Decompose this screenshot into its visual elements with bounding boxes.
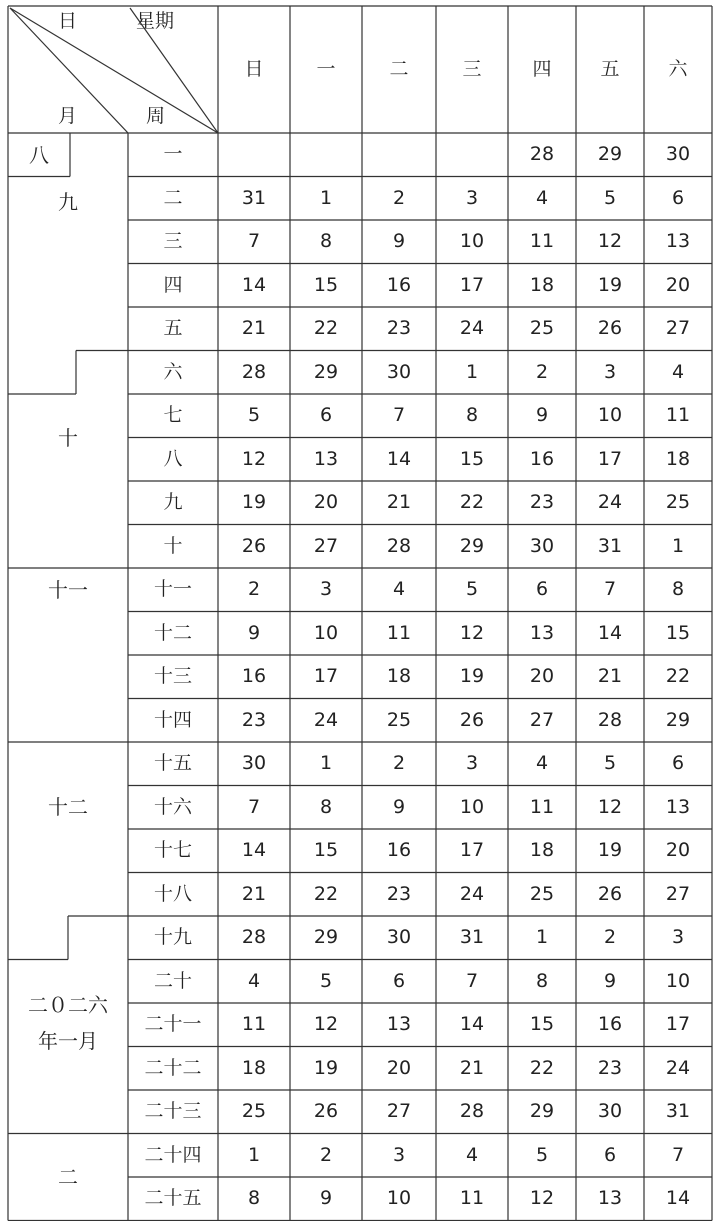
day-cell: 26 — [313, 1100, 339, 1123]
week-number: 六 — [163, 360, 183, 383]
day-cell: 16 — [386, 839, 412, 862]
weekday-header: 五 — [600, 58, 620, 80]
day-cell: 25 — [386, 708, 412, 731]
day-cell: 18 — [529, 839, 555, 862]
day-cell: 16 — [529, 447, 555, 470]
day-cell: 27 — [386, 1100, 412, 1123]
day-cell: 14 — [386, 447, 412, 470]
day-cell: 30 — [241, 752, 267, 775]
day-cell: 4 — [535, 186, 549, 209]
day-cell: 18 — [241, 1056, 267, 1079]
day-cell: 19 — [597, 839, 623, 862]
day-cell: 11 — [459, 1187, 485, 1210]
month-label: 二０二六 年一月 — [28, 993, 108, 1053]
day-cell: 25 — [529, 882, 555, 905]
day-cell: 3 — [392, 1143, 406, 1166]
day-cell: 15 — [459, 447, 485, 470]
day-cell: 4 — [671, 360, 685, 383]
day-cell: 21 — [241, 882, 267, 905]
day-cell: 20 — [665, 273, 691, 296]
day-cell — [436, 133, 508, 177]
day-cell — [362, 133, 436, 177]
day-cell: 14 — [241, 839, 267, 862]
day-cell: 9 — [319, 1187, 333, 1210]
day-cell: 16 — [386, 273, 412, 296]
day-cell: 17 — [665, 1013, 691, 1036]
day-cell: 1 — [671, 534, 685, 557]
day-cell: 12 — [597, 230, 623, 253]
day-cell: 25 — [241, 1100, 267, 1123]
day-cell: 4 — [247, 969, 261, 992]
day-cell: 26 — [597, 882, 623, 905]
day-cell: 3 — [465, 752, 479, 775]
day-cell: 10 — [665, 969, 691, 992]
day-cell: 28 — [459, 1100, 485, 1123]
day-cell: 11 — [529, 230, 555, 253]
weekday-header: 三 — [462, 58, 482, 80]
day-cell: 2 — [392, 186, 406, 209]
day-cell: 21 — [386, 491, 412, 514]
day-cell: 9 — [392, 230, 406, 253]
day-cell: 29 — [313, 926, 339, 949]
day-cell: 7 — [392, 404, 406, 427]
day-cell: 8 — [535, 969, 549, 992]
week-number: 十九 — [153, 926, 192, 949]
week-number: 五 — [163, 317, 183, 340]
week-number: 十 — [163, 534, 183, 557]
day-cell: 11 — [386, 621, 412, 644]
day-cell: 27 — [665, 882, 691, 905]
day-cell: 21 — [241, 317, 267, 340]
day-cell: 9 — [247, 621, 261, 644]
day-cell: 3 — [319, 578, 333, 601]
day-cell: 8 — [671, 578, 685, 601]
week-number: 一 — [163, 143, 183, 166]
day-cell: 13 — [665, 230, 691, 253]
day-cell: 4 — [465, 1143, 479, 1166]
month-label: 二 — [58, 1165, 78, 1189]
weekday-header: 二 — [389, 58, 409, 80]
day-cell: 10 — [313, 621, 339, 644]
day-cell: 19 — [313, 1056, 339, 1079]
day-cell: 2 — [392, 752, 406, 775]
day-cell: 5 — [603, 186, 617, 209]
day-cell: 3 — [603, 360, 617, 383]
day-cell: 13 — [665, 795, 691, 818]
day-cell: 5 — [535, 1143, 549, 1166]
day-cell: 26 — [597, 317, 623, 340]
day-cell: 21 — [459, 1056, 485, 1079]
day-cell: 20 — [313, 491, 339, 514]
day-cell: 22 — [665, 665, 691, 688]
day-cell: 6 — [319, 404, 333, 427]
week-number: 十四 — [153, 708, 192, 731]
day-cell: 11 — [529, 795, 555, 818]
day-cell: 28 — [529, 143, 555, 166]
day-cell: 25 — [529, 317, 555, 340]
day-cell: 15 — [529, 1013, 555, 1036]
day-cell: 30 — [529, 534, 555, 557]
day-cell: 5 — [603, 752, 617, 775]
day-cell: 12 — [529, 1187, 555, 1210]
day-cell: 1 — [465, 360, 479, 383]
day-cell: 4 — [392, 578, 406, 601]
day-cell: 22 — [459, 491, 485, 514]
week-number: 二十一 — [144, 1013, 202, 1036]
day-cell: 21 — [597, 665, 623, 688]
month-label: 十 — [58, 425, 78, 450]
month-label: 十一 — [48, 577, 88, 602]
day-cell: 5 — [247, 404, 261, 427]
day-cell: 31 — [597, 534, 623, 557]
day-cell: 27 — [313, 534, 339, 557]
day-cell: 13 — [313, 447, 339, 470]
weekday-header: 六 — [668, 58, 688, 80]
day-cell: 7 — [465, 969, 479, 992]
day-cell: 16 — [597, 1013, 623, 1036]
week-number: 九 — [163, 491, 183, 514]
day-cell: 12 — [597, 795, 623, 818]
day-cell: 12 — [313, 1013, 339, 1036]
day-cell: 23 — [529, 491, 555, 514]
day-cell: 10 — [597, 404, 623, 427]
day-cell: 6 — [671, 186, 685, 209]
week-number: 十六 — [153, 795, 192, 818]
day-cell: 11 — [241, 1013, 267, 1036]
day-cell: 8 — [247, 1187, 261, 1210]
day-cell: 19 — [459, 665, 485, 688]
day-cell: 6 — [671, 752, 685, 775]
corner-label-month: 月 — [58, 105, 78, 127]
day-cell: 19 — [597, 273, 623, 296]
day-cell: 7 — [671, 1143, 685, 1166]
day-cell: 11 — [665, 404, 691, 427]
week-number: 二十 — [153, 969, 192, 992]
day-cell: 2 — [319, 1143, 333, 1166]
day-cell: 15 — [313, 839, 339, 862]
week-number: 十二 — [153, 621, 192, 644]
day-cell: 28 — [241, 360, 267, 383]
day-cell: 30 — [597, 1100, 623, 1123]
day-cell: 5 — [465, 578, 479, 601]
week-number: 二十四 — [144, 1143, 202, 1166]
day-cell: 18 — [386, 665, 412, 688]
day-cell: 13 — [597, 1187, 623, 1210]
month-label: 九 — [58, 189, 78, 214]
day-cell: 17 — [313, 665, 339, 688]
day-cell: 17 — [459, 273, 485, 296]
day-cell: 30 — [665, 143, 691, 166]
day-cell: 24 — [313, 708, 339, 731]
day-cell: 22 — [313, 882, 339, 905]
day-cell: 28 — [597, 708, 623, 731]
day-cell: 23 — [241, 708, 267, 731]
day-cell: 20 — [665, 839, 691, 862]
day-cell: 29 — [313, 360, 339, 383]
day-cell: 28 — [241, 926, 267, 949]
corner-label-day: 日 — [58, 10, 78, 32]
day-cell: 8 — [319, 230, 333, 253]
day-cell: 4 — [535, 752, 549, 775]
day-cell: 6 — [603, 1143, 617, 1166]
day-cell: 27 — [529, 708, 555, 731]
day-cell: 10 — [459, 230, 485, 253]
day-cell: 7 — [247, 795, 261, 818]
day-cell: 23 — [597, 1056, 623, 1079]
day-cell: 17 — [459, 839, 485, 862]
day-cell: 22 — [313, 317, 339, 340]
week-number: 四 — [163, 273, 183, 296]
day-cell — [290, 133, 362, 177]
day-cell: 12 — [241, 447, 267, 470]
week-number: 七 — [163, 404, 183, 427]
day-cell: 23 — [386, 317, 412, 340]
week-number: 八 — [163, 447, 183, 470]
day-cell: 20 — [529, 665, 555, 688]
day-cell: 29 — [529, 1100, 555, 1123]
day-cell: 10 — [459, 795, 485, 818]
day-cell: 14 — [665, 1187, 691, 1210]
day-cell: 19 — [241, 491, 267, 514]
day-cell: 25 — [665, 491, 691, 514]
day-cell: 14 — [241, 273, 267, 296]
day-cell: 16 — [241, 665, 267, 688]
day-cell: 26 — [241, 534, 267, 557]
day-cell: 24 — [665, 1056, 691, 1079]
corner-label-weekday: 星期 — [136, 10, 175, 32]
week-number: 十七 — [153, 839, 192, 862]
day-cell: 1 — [319, 752, 333, 775]
weekday-header: 四 — [532, 58, 552, 80]
day-cell: 3 — [671, 926, 685, 949]
day-cell: 9 — [535, 404, 549, 427]
day-cell: 31 — [459, 926, 485, 949]
day-cell: 30 — [386, 360, 412, 383]
day-cell: 1 — [319, 186, 333, 209]
week-number: 二十二 — [144, 1056, 202, 1079]
week-number: 十一 — [153, 578, 192, 601]
day-cell: 3 — [465, 186, 479, 209]
day-cell: 1 — [247, 1143, 261, 1166]
day-cell: 10 — [386, 1187, 412, 1210]
day-cell: 18 — [665, 447, 691, 470]
day-cell: 2 — [247, 578, 261, 601]
day-cell: 13 — [529, 621, 555, 644]
day-cell: 29 — [597, 143, 623, 166]
weekday-header: 一 — [316, 58, 336, 80]
day-cell — [218, 133, 290, 177]
day-cell: 7 — [603, 578, 617, 601]
day-cell: 8 — [319, 795, 333, 818]
month-label: 八 — [29, 142, 49, 167]
day-cell: 24 — [459, 882, 485, 905]
day-cell: 15 — [665, 621, 691, 644]
day-cell: 5 — [319, 969, 333, 992]
week-number: 三 — [163, 230, 183, 253]
week-number: 二十五 — [144, 1187, 202, 1210]
day-cell: 8 — [465, 404, 479, 427]
day-cell: 15 — [313, 273, 339, 296]
day-cell: 29 — [665, 708, 691, 731]
day-cell: 24 — [597, 491, 623, 514]
day-cell: 30 — [386, 926, 412, 949]
day-cell: 17 — [597, 447, 623, 470]
week-number: 十五 — [153, 752, 192, 775]
day-cell: 24 — [459, 317, 485, 340]
day-cell: 22 — [529, 1056, 555, 1079]
day-cell: 6 — [535, 578, 549, 601]
day-cell: 27 — [665, 317, 691, 340]
corner-label-week: 周 — [146, 105, 166, 127]
day-cell: 2 — [535, 360, 549, 383]
weekday-header: 日 — [244, 58, 264, 80]
day-cell: 23 — [386, 882, 412, 905]
day-cell: 13 — [386, 1013, 412, 1036]
day-cell: 31 — [665, 1100, 691, 1123]
day-cell: 18 — [529, 273, 555, 296]
day-cell: 20 — [386, 1056, 412, 1079]
week-number: 十八 — [153, 882, 192, 905]
month-label: 十二 — [48, 795, 88, 820]
corner-diagonal-2 — [10, 8, 218, 133]
week-number: 二 — [163, 186, 183, 209]
day-cell: 14 — [597, 621, 623, 644]
day-cell: 28 — [386, 534, 412, 557]
week-number: 十三 — [153, 665, 192, 688]
day-cell: 7 — [247, 230, 261, 253]
day-cell: 26 — [459, 708, 485, 731]
day-cell: 29 — [459, 534, 485, 557]
week-number: 二十三 — [144, 1100, 202, 1123]
day-cell: 12 — [459, 621, 485, 644]
day-cell: 6 — [392, 969, 406, 992]
day-cell: 9 — [392, 795, 406, 818]
day-cell: 2 — [603, 926, 617, 949]
day-cell: 9 — [603, 969, 617, 992]
day-cell: 31 — [241, 186, 267, 209]
day-cell: 14 — [459, 1013, 485, 1036]
day-cell: 1 — [535, 926, 549, 949]
